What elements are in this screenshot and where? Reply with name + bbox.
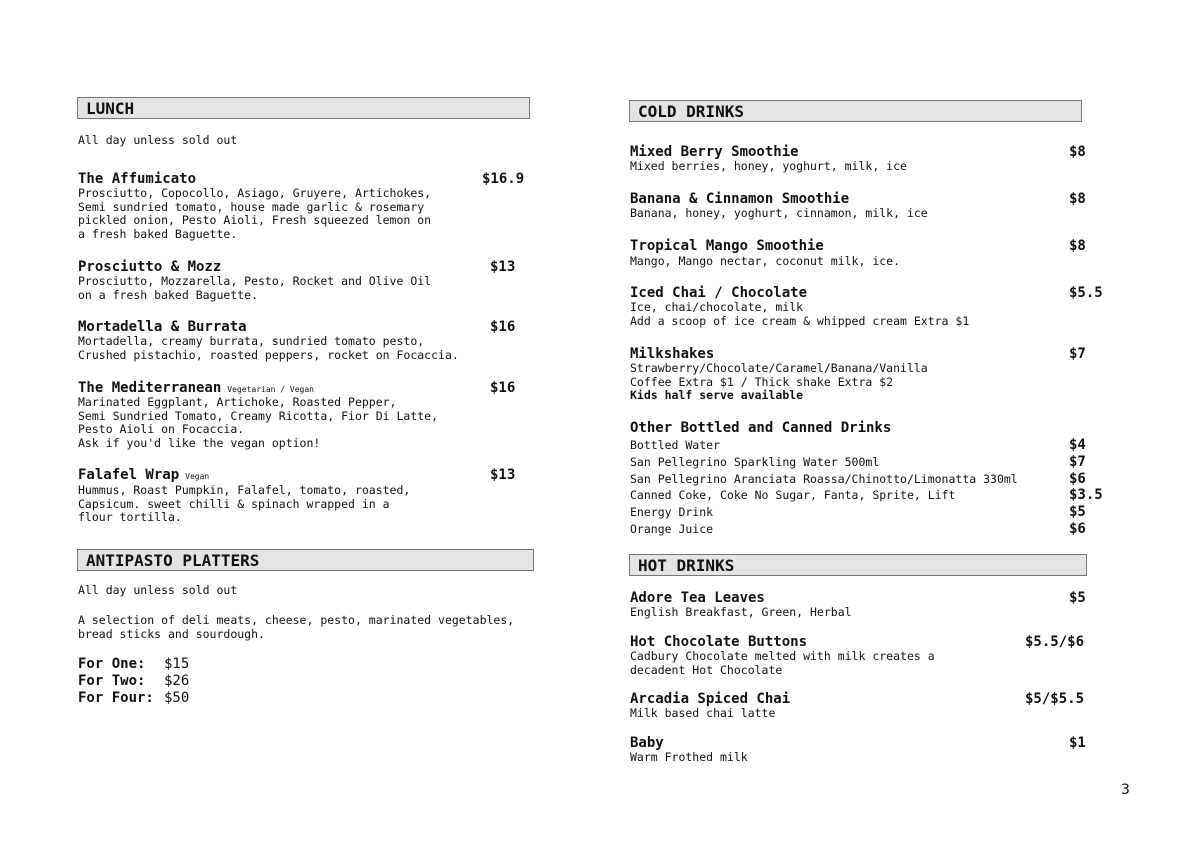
antipasto-heading: ANTIPASTO PLATTERS: [77, 549, 534, 571]
list-item: Bottled Water $4: [630, 437, 1086, 453]
menu-item-name: The Mediterranean Vegetarian / Vegan: [78, 380, 314, 396]
antipasto-desc: A selection of deli meats, cheese, pesto, marinated vegetables, bread sticks and sourdough.: [78, 613, 515, 641]
menu-item-desc: Warm Frothed milk: [630, 750, 748, 764]
menu-item-name: Arcadia Spiced Chai: [630, 691, 791, 707]
menu-item-name: Banana & Cinnamon Smoothie: [630, 191, 850, 207]
menu-item-desc: Marinated Eggplant, Artichoke, Roasted Pepper, Semi Sundried Tomato, Creamy Ricotta, Fior Di Latte, Pesto Aioli on Focaccia. Ask if you'd like the vegan option!: [78, 395, 439, 450]
menu-item-price: $16: [490, 319, 516, 335]
menu-item-desc: Mango, Mango nectar, coconut milk, ice.: [630, 254, 901, 268]
option-row: For One: $15: [78, 656, 190, 672]
menu-item-price: $8: [1069, 238, 1086, 254]
menu-item-desc: Cadbury Chocolate melted with milk creates a decadent Hot Chocolate: [630, 649, 935, 677]
menu-item-price: $8: [1069, 191, 1086, 207]
menu-item-desc: Mortadella, creamy burrata, sundried tomato pesto, Crushed pistachio, roasted peppers, rocket on Focaccia.: [78, 334, 459, 362]
list-item: San Pellegrino Sparkling Water 500ml $7: [630, 453, 1086, 470]
list-item: Orange Juice $6: [630, 520, 1086, 537]
menu-item-desc: Strawberry/Chocolate/Caramel/Banana/Vanilla Coffee Extra $1 / Thick shake Extra $2 Kids half serve available: [630, 361, 928, 402]
menu-item-price: $5/$5.5: [1025, 691, 1085, 707]
menu-item-desc: Prosciutto, Mozzarella, Pesto, Rocket and Olive Oil on a fresh baked Baguette.: [78, 274, 432, 302]
menu-item-name: Falafel Wrap Vegan: [78, 467, 210, 483]
lunch-note: All day unless sold out: [78, 133, 238, 147]
menu-item-desc: Milk based chai latte: [630, 706, 776, 720]
menu-item-name: Prosciutto & Mozz: [78, 259, 222, 275]
menu-item-name: Adore Tea Leaves: [630, 590, 765, 606]
menu-item-name: Milkshakes: [630, 346, 715, 362]
menu-item-desc: Ice, chai/chocolate, milk Add a scoop of ice cream & whipped cream Extra $1: [630, 300, 970, 328]
menu-item-price: $1: [1069, 735, 1086, 751]
menu-item-name: Iced Chai / Chocolate: [630, 285, 808, 301]
menu-item-price: $16.9: [482, 171, 525, 187]
bottled-drinks-list: [630, 437, 1105, 538]
list-item: Energy Drink $5: [630, 504, 1086, 521]
menu-item-name: The Affumicato: [78, 171, 197, 187]
menu-item-desc: Mixed berries, honey, yoghurt, milk, ice: [630, 159, 907, 173]
menu-item-desc: Prosciutto, Copocollo, Asiago, Gruyere, Artichokes, Semi sundried tomato, house made garlic & rosemary pickled onion, Pesto Aioli, Fresh squeezed lemon on a fresh baked Baguette.: [78, 186, 432, 241]
menu-item-name: Mortadella & Burrata: [78, 319, 247, 335]
menu-item-name: Tropical Mango Smoothie: [630, 238, 824, 254]
cold-drinks-heading: COLD DRINKS: [629, 100, 1082, 122]
menu-item-price: $5: [1069, 590, 1086, 606]
antipasto-note: All day unless sold out: [78, 583, 238, 597]
menu-item-price: $5.5/$6: [1025, 634, 1085, 650]
list-item: San Pellegrino Aranciata Roassa/Chinotto/Limonatta 330ml $6: [630, 470, 1086, 487]
menu-item-desc: Banana, honey, yoghurt, cinnamon, milk, ice: [630, 206, 928, 220]
menu-item-price: $13: [490, 259, 516, 275]
page-number: 3: [1121, 782, 1130, 798]
menu-item-price: $8: [1069, 144, 1086, 160]
dietary-tag: Vegan: [185, 472, 210, 481]
menu-item-name: Hot Chocolate Buttons: [630, 634, 808, 650]
option-row: For Two: $26: [78, 673, 190, 689]
dietary-tag: Vegetarian / Vegan: [227, 385, 314, 394]
bottled-drinks-heading: Other Bottled and Canned Drinks: [630, 420, 892, 436]
menu-item-name: Baby: [630, 735, 664, 751]
menu-item-price: $13: [490, 467, 516, 483]
option-row: For Four: $50: [78, 690, 190, 706]
menu-item-price: $7: [1069, 346, 1086, 362]
list-item: Canned Coke, Coke No Sugar, Fanta, Sprite, Lift $3.5: [630, 487, 1103, 504]
hot-drinks-heading: HOT DRINKS: [629, 554, 1087, 576]
menu-item-desc: Hummus, Roast Pumpkin, Falafel, tomato, roasted, Capsicum. sweet chilli & spinach wrapped in a flour tortilla.: [78, 483, 411, 524]
lunch-heading: LUNCH: [77, 97, 530, 119]
menu-item-name: Mixed Berry Smoothie: [630, 144, 799, 160]
menu-item-price: $16: [490, 380, 516, 396]
menu-item-price: $5.5: [1069, 285, 1103, 301]
antipasto-options: [78, 656, 189, 707]
menu-item-desc: English Breakfast, Green, Herbal: [630, 605, 852, 619]
